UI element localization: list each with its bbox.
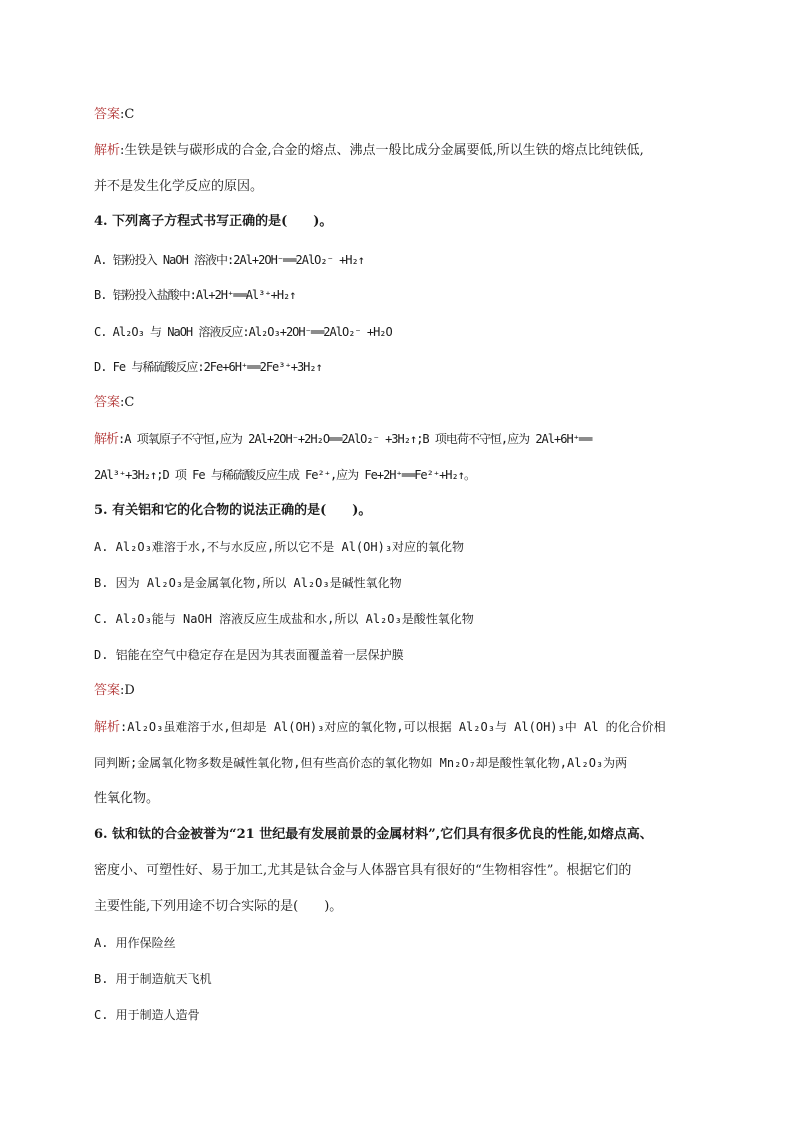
answer-line bbox=[94, 682, 135, 700]
option-c: C. Al₂O₃能与 NaOH 溶液反应生成盐和水,所以 Al₂O₃是酸性氧化物 bbox=[94, 612, 474, 626]
answer-label: 答案 bbox=[94, 107, 121, 122]
analysis-text: :A 项氧原子不守恒,应为 2Al+2OH⁻+2H₂O══2AlO₂⁻ +3H₂↑;B 项电荷不守恒,应为 2Al+6H⁺══ bbox=[118, 432, 592, 446]
answer-text: :C bbox=[120, 395, 135, 410]
question-6-continued: 密度小、可塑性好、易于加工,尤其是钛合金与人体器官具有很好的“生物相容性”。根据它们的 bbox=[94, 863, 632, 878]
option-b: B. 因为 Al₂O₃是金属氧化物,所以 Al₂O₃是碱性氧化物 bbox=[94, 576, 402, 590]
analysis-text-continued: 2Al³⁺+3H₂↑;D 项 Fe 与稀硫酸反应生成 Fe²⁺,应为 Fe+2H⁺══Fe²⁺+H₂↑。 bbox=[94, 468, 475, 482]
analysis-line bbox=[94, 430, 591, 449]
question-6: 6. 钛和钛的合金被誉为“21 世纪最有发展前景的金属材料”,它们具有很多优良的性能,如熔点高、 bbox=[94, 827, 653, 842]
analysis-text-continued: 同判断;金属氧化物多数是碱性氧化物,但有些高价态的氧化物如 Mn₂O₇却是酸性氧化物,Al₂O₃为两 bbox=[94, 756, 628, 770]
analysis-text: :Al₂O₃虽难溶于水,但却是 Al(OH)₃对应的氧化物,可以根据 Al₂O₃与 Al(OH)₃中 Al 的化合价相 bbox=[120, 720, 666, 734]
answer-line bbox=[94, 394, 134, 412]
analysis-text: :生铁是铁与碳形成的合金,合金的熔点、沸点一般比成分金属要低,所以生铁的熔点比纯铁低, bbox=[120, 143, 644, 158]
answer-label: 答案 bbox=[94, 395, 121, 410]
option-c: C. Al₂O₃ 与 NaOH 溶液反应:Al₂O₃+2OH⁻══2AlO₂⁻ +H₂O bbox=[94, 325, 392, 339]
analysis-label: 解析 bbox=[94, 143, 121, 158]
option-d: D. 铝能在空气中稳定存在是因为其表面覆盖着一层保护膜 bbox=[94, 648, 404, 662]
analysis-text-continued: 性氧化物。 bbox=[94, 791, 160, 806]
option-d: D. Fe 与稀硫酸反应:2Fe+6H⁺══2Fe³⁺+3H₂↑ bbox=[94, 360, 322, 374]
option-a: A. 用作保险丝 bbox=[94, 936, 176, 950]
analysis-line bbox=[94, 142, 644, 160]
analysis-label: 解析 bbox=[94, 720, 121, 735]
question-5: 5. 有关铝和它的化合物的说法正确的是( )。 bbox=[94, 503, 372, 518]
option-a: A. Al₂O₃难溶于水,不与水反应,所以它不是 Al(OH)₃对应的氧化物 bbox=[94, 540, 465, 554]
option-c: C. 用于制造人造骨 bbox=[94, 1008, 200, 1022]
option-a: A. 铝粉投入 NaOH 溶液中:2Al+2OH⁻══2AlO₂⁻ +H₂↑ bbox=[94, 253, 364, 267]
answer-text: :C bbox=[120, 107, 135, 122]
analysis-label: 解析 bbox=[94, 432, 119, 447]
answer-text: :D bbox=[120, 683, 135, 698]
answer-label: 答案 bbox=[94, 683, 121, 698]
analysis-text-continued: 并不是发生化学反应的原因。 bbox=[94, 179, 264, 194]
analysis-line bbox=[94, 718, 666, 737]
option-b: B. 用于制造航天飞机 bbox=[94, 972, 212, 986]
option-b: B. 铝粉投入盐酸中:Al+2H⁺══Al³⁺+H₂↑ bbox=[94, 288, 296, 302]
question-6-continued: 主要性能,下列用途不切合实际的是( )。 bbox=[94, 899, 343, 914]
question-4: 4. 下列离子方程式书写正确的是( )。 bbox=[94, 214, 333, 229]
answer-line bbox=[94, 106, 134, 124]
